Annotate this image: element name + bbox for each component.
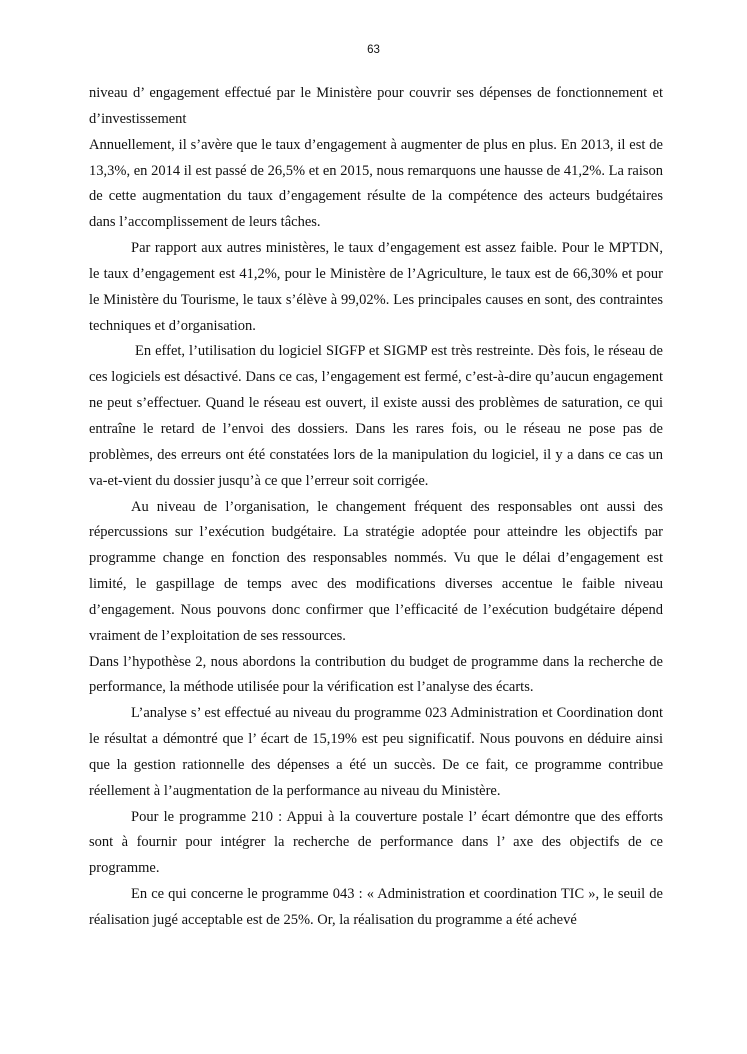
body-text (89, 81, 663, 934)
paragraph: En ce qui concerne le programme 043 : « Administration et coordination TIC », le seuil de réalisation jugé acceptable est de 25%. Or, la réalisation du programme a été achevé (89, 886, 663, 928)
page-number: 63 (367, 44, 380, 56)
paragraph: Au niveau de l’organisation, le changement fréquent des responsables ont aussi des répercussions sur l’exécution budgétaire. La stratégie adoptée pour atteindre les objectifs par programme change en fonction des responsables nommés. Vu que le délai d’engagement est limité, le gaspillage de temps avec des modifications diverses accentue le faible niveau d’engagement. Nous pouvons donc confirmer que l’efficacité de l’exécution budgétaire dépend vraiment de l’exploitation de ses ressources. (89, 498, 663, 644)
paragraph: niveau d’ engagement effectué par le Ministère pour couvrir ses dépenses de fonctionnement et d’investissement (89, 85, 663, 127)
paragraph: L’analyse s’ est effectué au niveau du programme 023 Administration et Coordination dont le résultat a démontré que l’ écart de 15,19% est peu significatif. Nous pouvons en déduire ainsi que la gestion rationnelle des dépenses a été un succès. De ce fait, ce programme contribue réellement à l’augmentation de la performance au niveau du Ministère. (89, 705, 663, 799)
paragraph: Pour le programme 210 : Appui à la couverture postale l’ écart démontre que des efforts sont à fournir pour intégrer la recherche de performance dans l’ axe des objectifs de ce programme. (89, 808, 663, 877)
paragraph: Annuellement, il s’avère que le taux d’engagement à augmenter de plus en plus. En 2013, il est de 13,3%, en 2014 il est passé de 26,5% et en 2015, nous remarquons une hausse de 41,2%. La raison de cette augmentation du taux d’engagement résulte de la compétence des acteurs budgétaires dans l’accomplissement de leurs tâches. (89, 136, 663, 231)
paragraph: Dans l’hypothèse 2, nous abordons la contribution du budget de programme dans la recherche de performance, la méthode utilisée pour la vérification est l’analyse des écarts. (89, 653, 663, 696)
paragraph: Par rapport aux autres ministères, le taux d’engagement est assez faible. Pour le MPTDN, le taux d’engagement est 41,2%, pour le Ministère de l’Agriculture, le taux est de 66,30% et pour le Ministère du Tourisme, le taux s’élève à 99,02%. Les principales causes en sont, des contraintes techniques et d’organisation. (89, 240, 663, 334)
paragraph: En effet, l’utilisation du logiciel SIGFP et SIGMP est très restreinte. Dès fois, le réseau de ces logiciels est désactivé. Dans ce cas, l’engagement est fermé, c’est-à-dire qu’aucun engagement ne peut s’effectuer. Quand le réseau est ouvert, il existe aussi des problèmes de saturation, ce qui entraîne le retard de l’envoi des dossiers. Dans les rares fois, ou le réseau ne pose pas de problèmes, des erreurs ont été constatées lors de la manipulation du logiciel, il y a dans ce cas un va-et-vient du dossier jusqu’à ce que l’erreur soit corrigée. (89, 343, 663, 489)
